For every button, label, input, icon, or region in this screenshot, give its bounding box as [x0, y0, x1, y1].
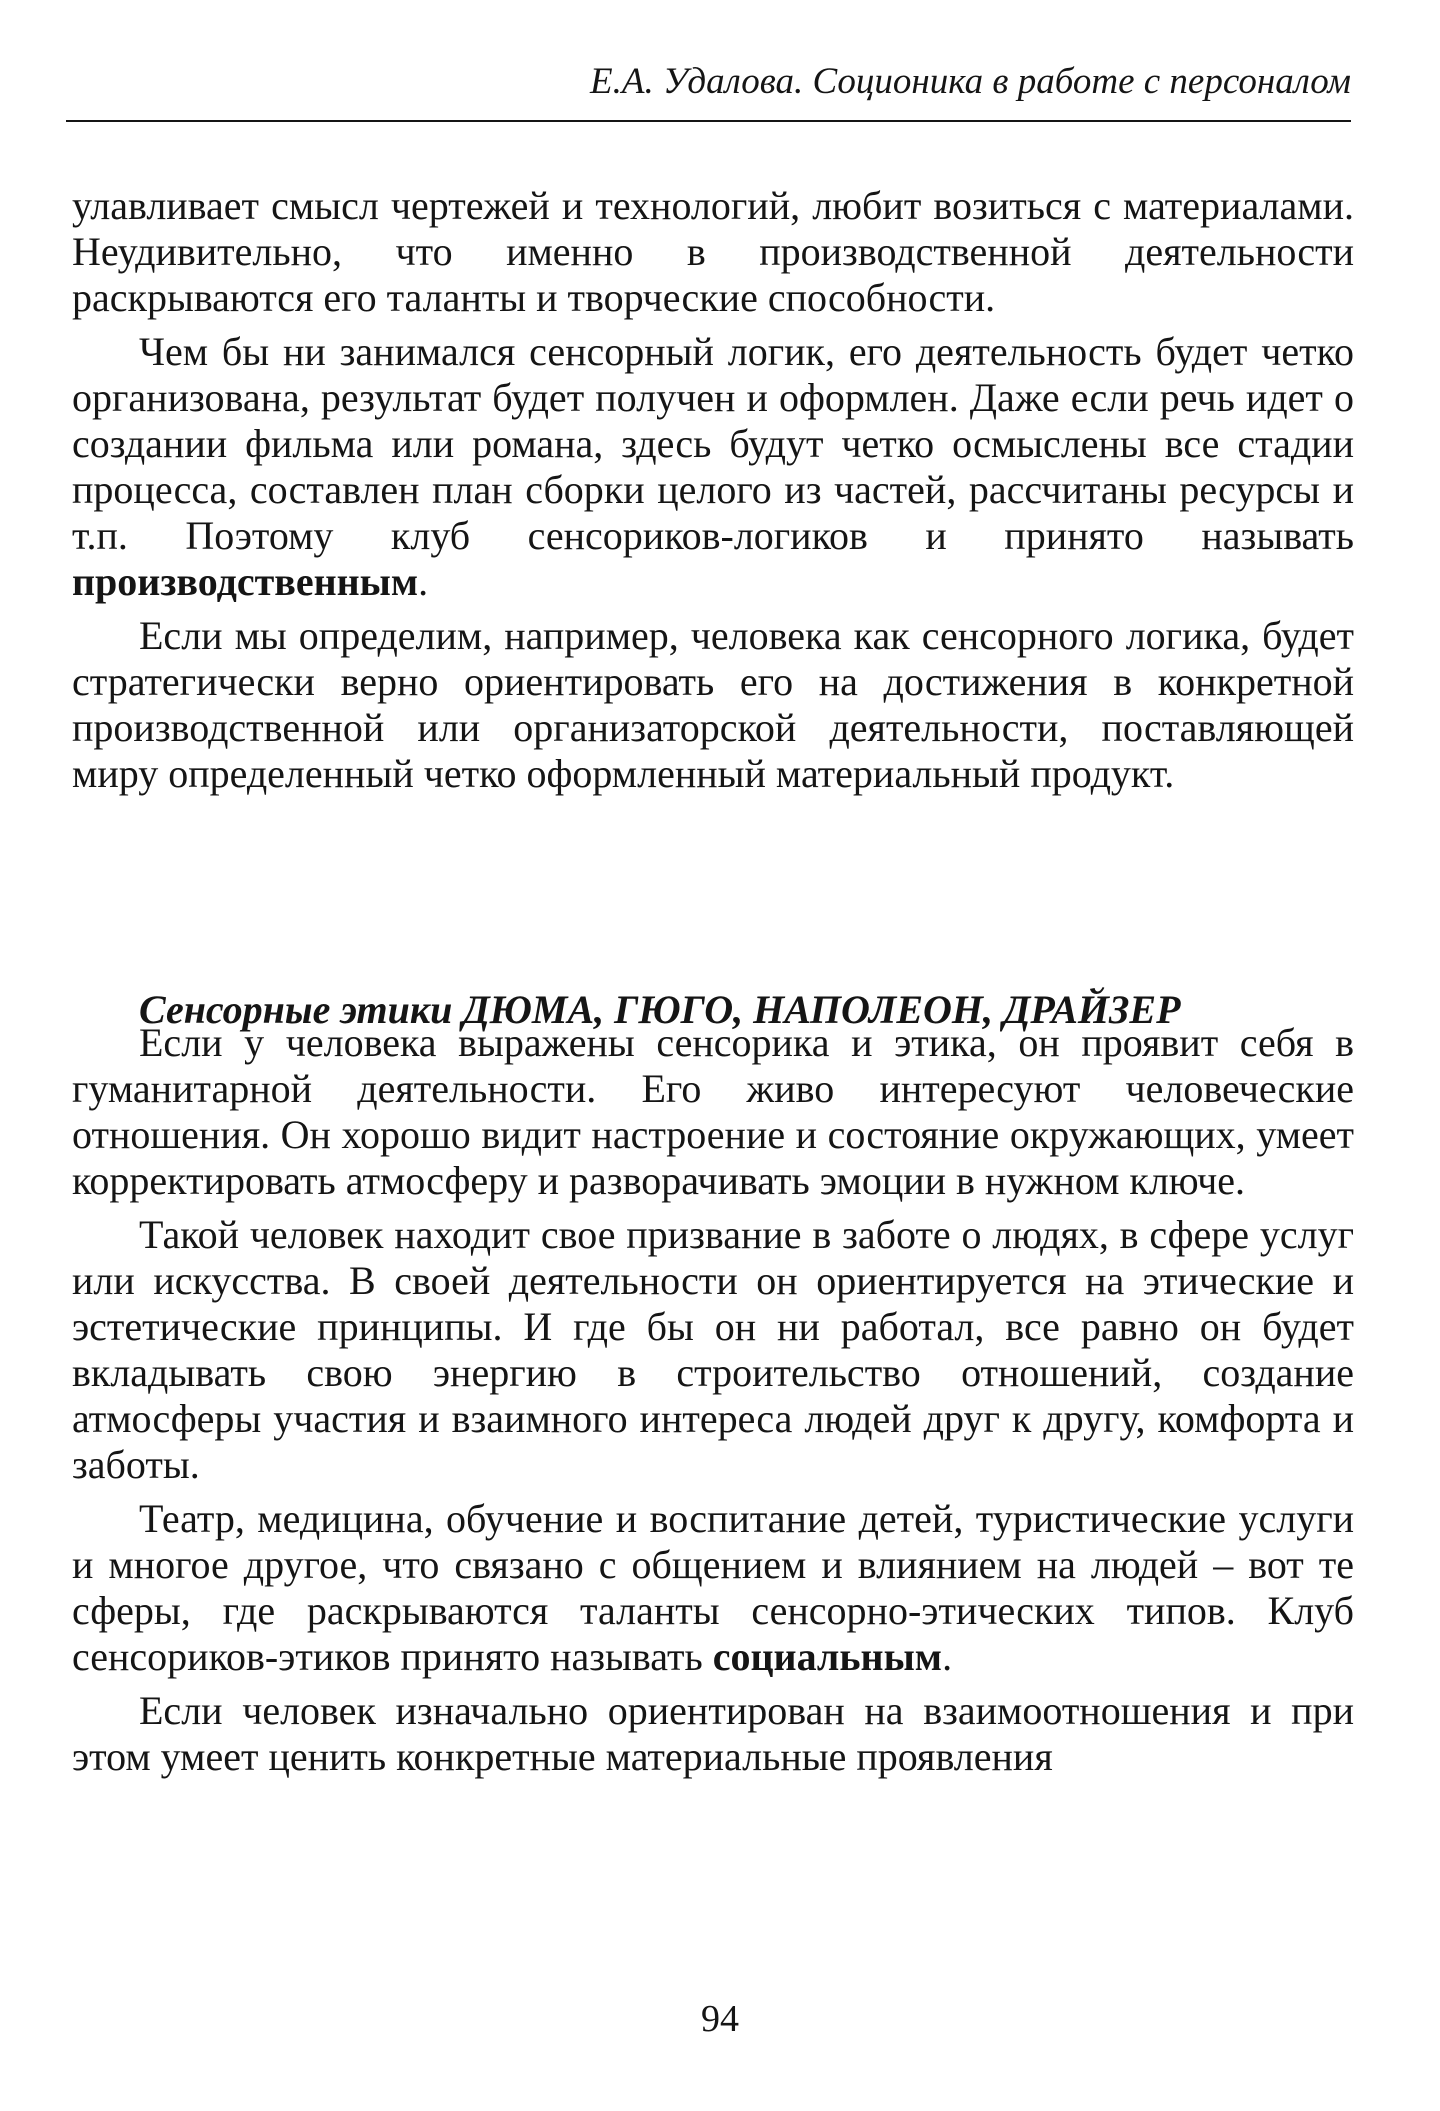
club-name-social: социальным	[712, 1634, 943, 1679]
paragraph-6-text: Театр, медицина, обучение и воспитание детей, туристические услуги и многое другое, что связано с общением и влиянием на людей – вот те сферы, где раскрываются таланты сенсорно-этических типов. Клуб сенсориков-этиков принято называть	[72, 1496, 1354, 1679]
club-name-production: производственным	[72, 559, 419, 604]
paragraph-6	[72, 1496, 1354, 1680]
section-heading-sensory-ethics: Сенсорные этики ДЮМА, ГЮГО, НАПОЛЕОН, ДРАЙЗЕР	[139, 987, 1181, 1032]
page-number: 94	[701, 1998, 739, 2040]
paragraph-2-text: Чем бы ни занимался сенсорный логик, его деятельность будет четко организована, результат будет получен и оформлен. Даже если речь идет о создании фильма или романа, здесь будут четко осмыслены все стадии процесса, составлен план сборки целого из частей, рассчитаны ресурсы и т.п. Поэтому клуб сенсориков-логиков и принято называть	[72, 329, 1354, 558]
paragraph-2-end: .	[418, 559, 429, 604]
paragraph-7: Если человек изначально ориентирован на взаимоотношения и при этом умеет ценить конкретные материальные проявления	[72, 1688, 1354, 1779]
header-rule	[66, 120, 1351, 122]
paragraph-2	[72, 329, 1354, 605]
section-sensory-logicians-continued	[72, 183, 1354, 805]
paragraph-3: Если мы определим, например, человека как сенсорного логика, будет стратегически верно ориентировать его на достижения в конкретной производственной или организаторской деятельности, поставляющей миру определенный четко оформленный материальный продукт.	[72, 613, 1354, 796]
paragraph-5: Такой человек находит свое призвание в заботе о людях, в сфере услуг или искусства. В своей деятельности он ориентируется на этические и эстетические принципы. И где бы он ни работал, все равно он будет вкладывать свою энергию в строительство отношений, создание атмосферы участия и взаимного интереса людей друг к другу, комфорта и заботы.	[72, 1212, 1354, 1487]
paragraph-6-end: .	[942, 1634, 953, 1679]
running-head: Е.А. Удалова. Соционика в работе с персоналом	[590, 61, 1351, 102]
paragraph-4: Если у человека выражены сенсорика и этика, он проявит себя в гуманитарной деятельности. Его живо интересуют человеческие отношения. Он хорошо видит настроение и состояние окружающих, умеет корректировать атмосферу и разворачивать эмоции в нужном ключе.	[72, 1020, 1354, 1203]
paragraph-1: улавливает смысл чертежей и технологий, любит возиться с материалами. Неудивительно, что именно в производственной деятельности раскрываются его таланты и творческие способности.	[72, 183, 1354, 320]
section-sensory-ethics	[72, 1020, 1354, 1788]
